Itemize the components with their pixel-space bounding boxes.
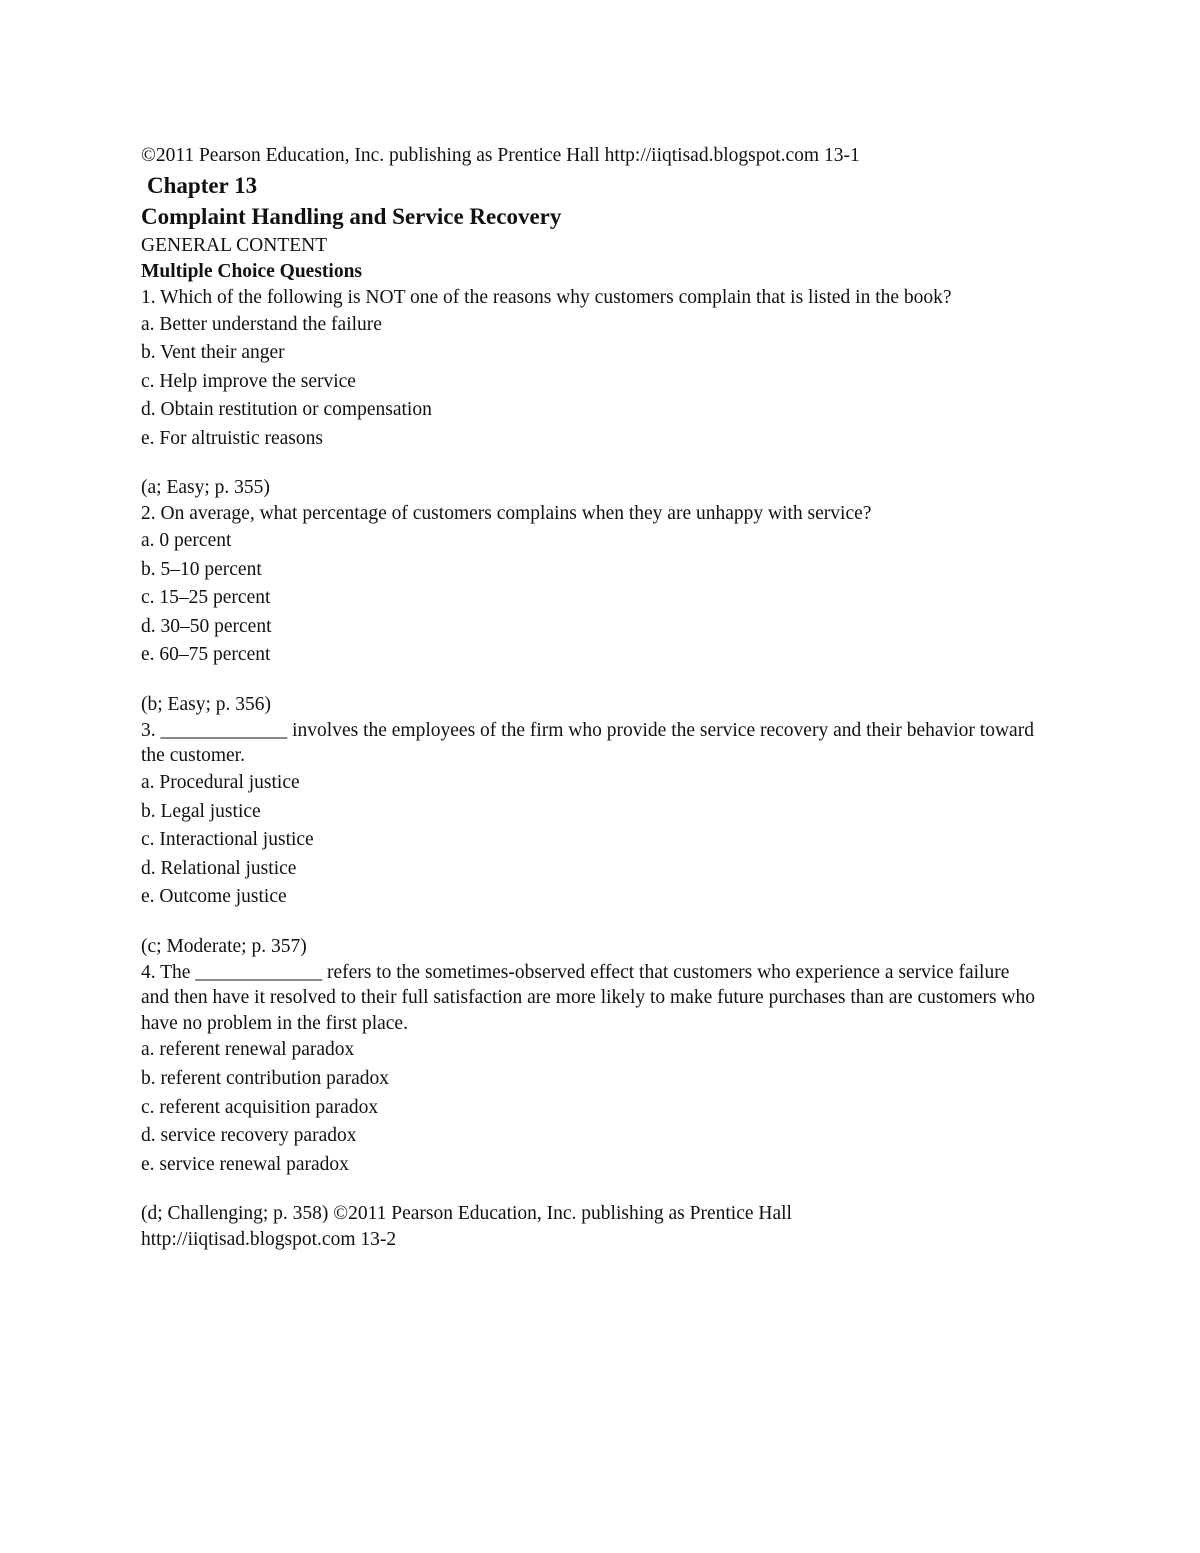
answer-option: c. referent acquisition paradox [141, 1096, 379, 1118]
answer-option: d. Relational justice [141, 857, 297, 879]
answer-option: c. 15–25 percent [141, 587, 271, 609]
question-text: 1. Which of the following is NOT one of the reasons why customers complain that is listed in the book? [141, 287, 952, 308]
answer-option: e. Outcome justice [141, 886, 287, 908]
question-text: 3. _____________ involves the employees of the firm who provide the service recovery and their behavior toward the customer. [141, 719, 1034, 767]
question-block [141, 960, 1041, 1227]
subsection-heading: Multiple Choice Questions [141, 261, 363, 282]
answer-key: (a; Easy; p. 355) [141, 477, 270, 499]
question-text: 4. The _____________ refers to the sometimes-observed effect that customers who experience a service failure and then have it resolved to their full satisfaction are more likely to make future purchases than are customers who have no problem in the first place. [141, 961, 1035, 1034]
footer-url: http://iiqtisad.blogspot.com 13-2 [141, 1229, 397, 1251]
chapter-number: Chapter 13 [147, 173, 258, 198]
answer-option: b. Legal justice [141, 800, 261, 822]
answer-option: b. referent contribution paradox [141, 1068, 389, 1089]
chapter-title: Complaint Handling and Service Recovery [141, 204, 562, 229]
copyright-header: ©2011 Pearson Education, Inc. publishing as Prentice Hall http://iiqtisad.blogspot.com 13-1 [141, 145, 860, 166]
answer-option: a. Procedural justice [141, 771, 300, 793]
section-heading: GENERAL CONTENT [141, 235, 328, 256]
answer-option: c. Interactional justice [141, 829, 314, 851]
answer-option: b. Vent their anger [141, 342, 285, 364]
answer-option: e. For altruistic reasons [141, 427, 323, 449]
answer-option: d. Obtain restitution or compensation [141, 399, 432, 421]
document-page [141, 142, 1041, 1253]
answer-key: (b; Easy; p. 356) [141, 693, 271, 715]
question-block [141, 718, 1041, 960]
answer-option: e. 60–75 percent [141, 644, 271, 666]
answer-option: a. referent renewal paradox [141, 1039, 355, 1061]
answer-option: a. 0 percent [141, 529, 232, 551]
answer-option: d. service recovery paradox [141, 1125, 357, 1147]
answer-key: (d; Challenging; p. 358) ©2011 Pearson Education, Inc. publishing as Prentice Hall [141, 1203, 792, 1225]
question-block [141, 501, 1041, 717]
question-text: 2. On average, what percentage of customers complains when they are unhappy with service? [141, 503, 872, 525]
answer-key: (c; Moderate; p. 357) [141, 935, 307, 957]
answer-option: a. Better understand the failure [141, 313, 382, 335]
answer-option: b. 5–10 percent [141, 558, 262, 580]
answer-option: e. service renewal paradox [141, 1153, 349, 1175]
answer-option: c. Help improve the service [141, 370, 356, 392]
question-block [141, 285, 1041, 501]
answer-option: d. 30–50 percent [141, 615, 272, 637]
